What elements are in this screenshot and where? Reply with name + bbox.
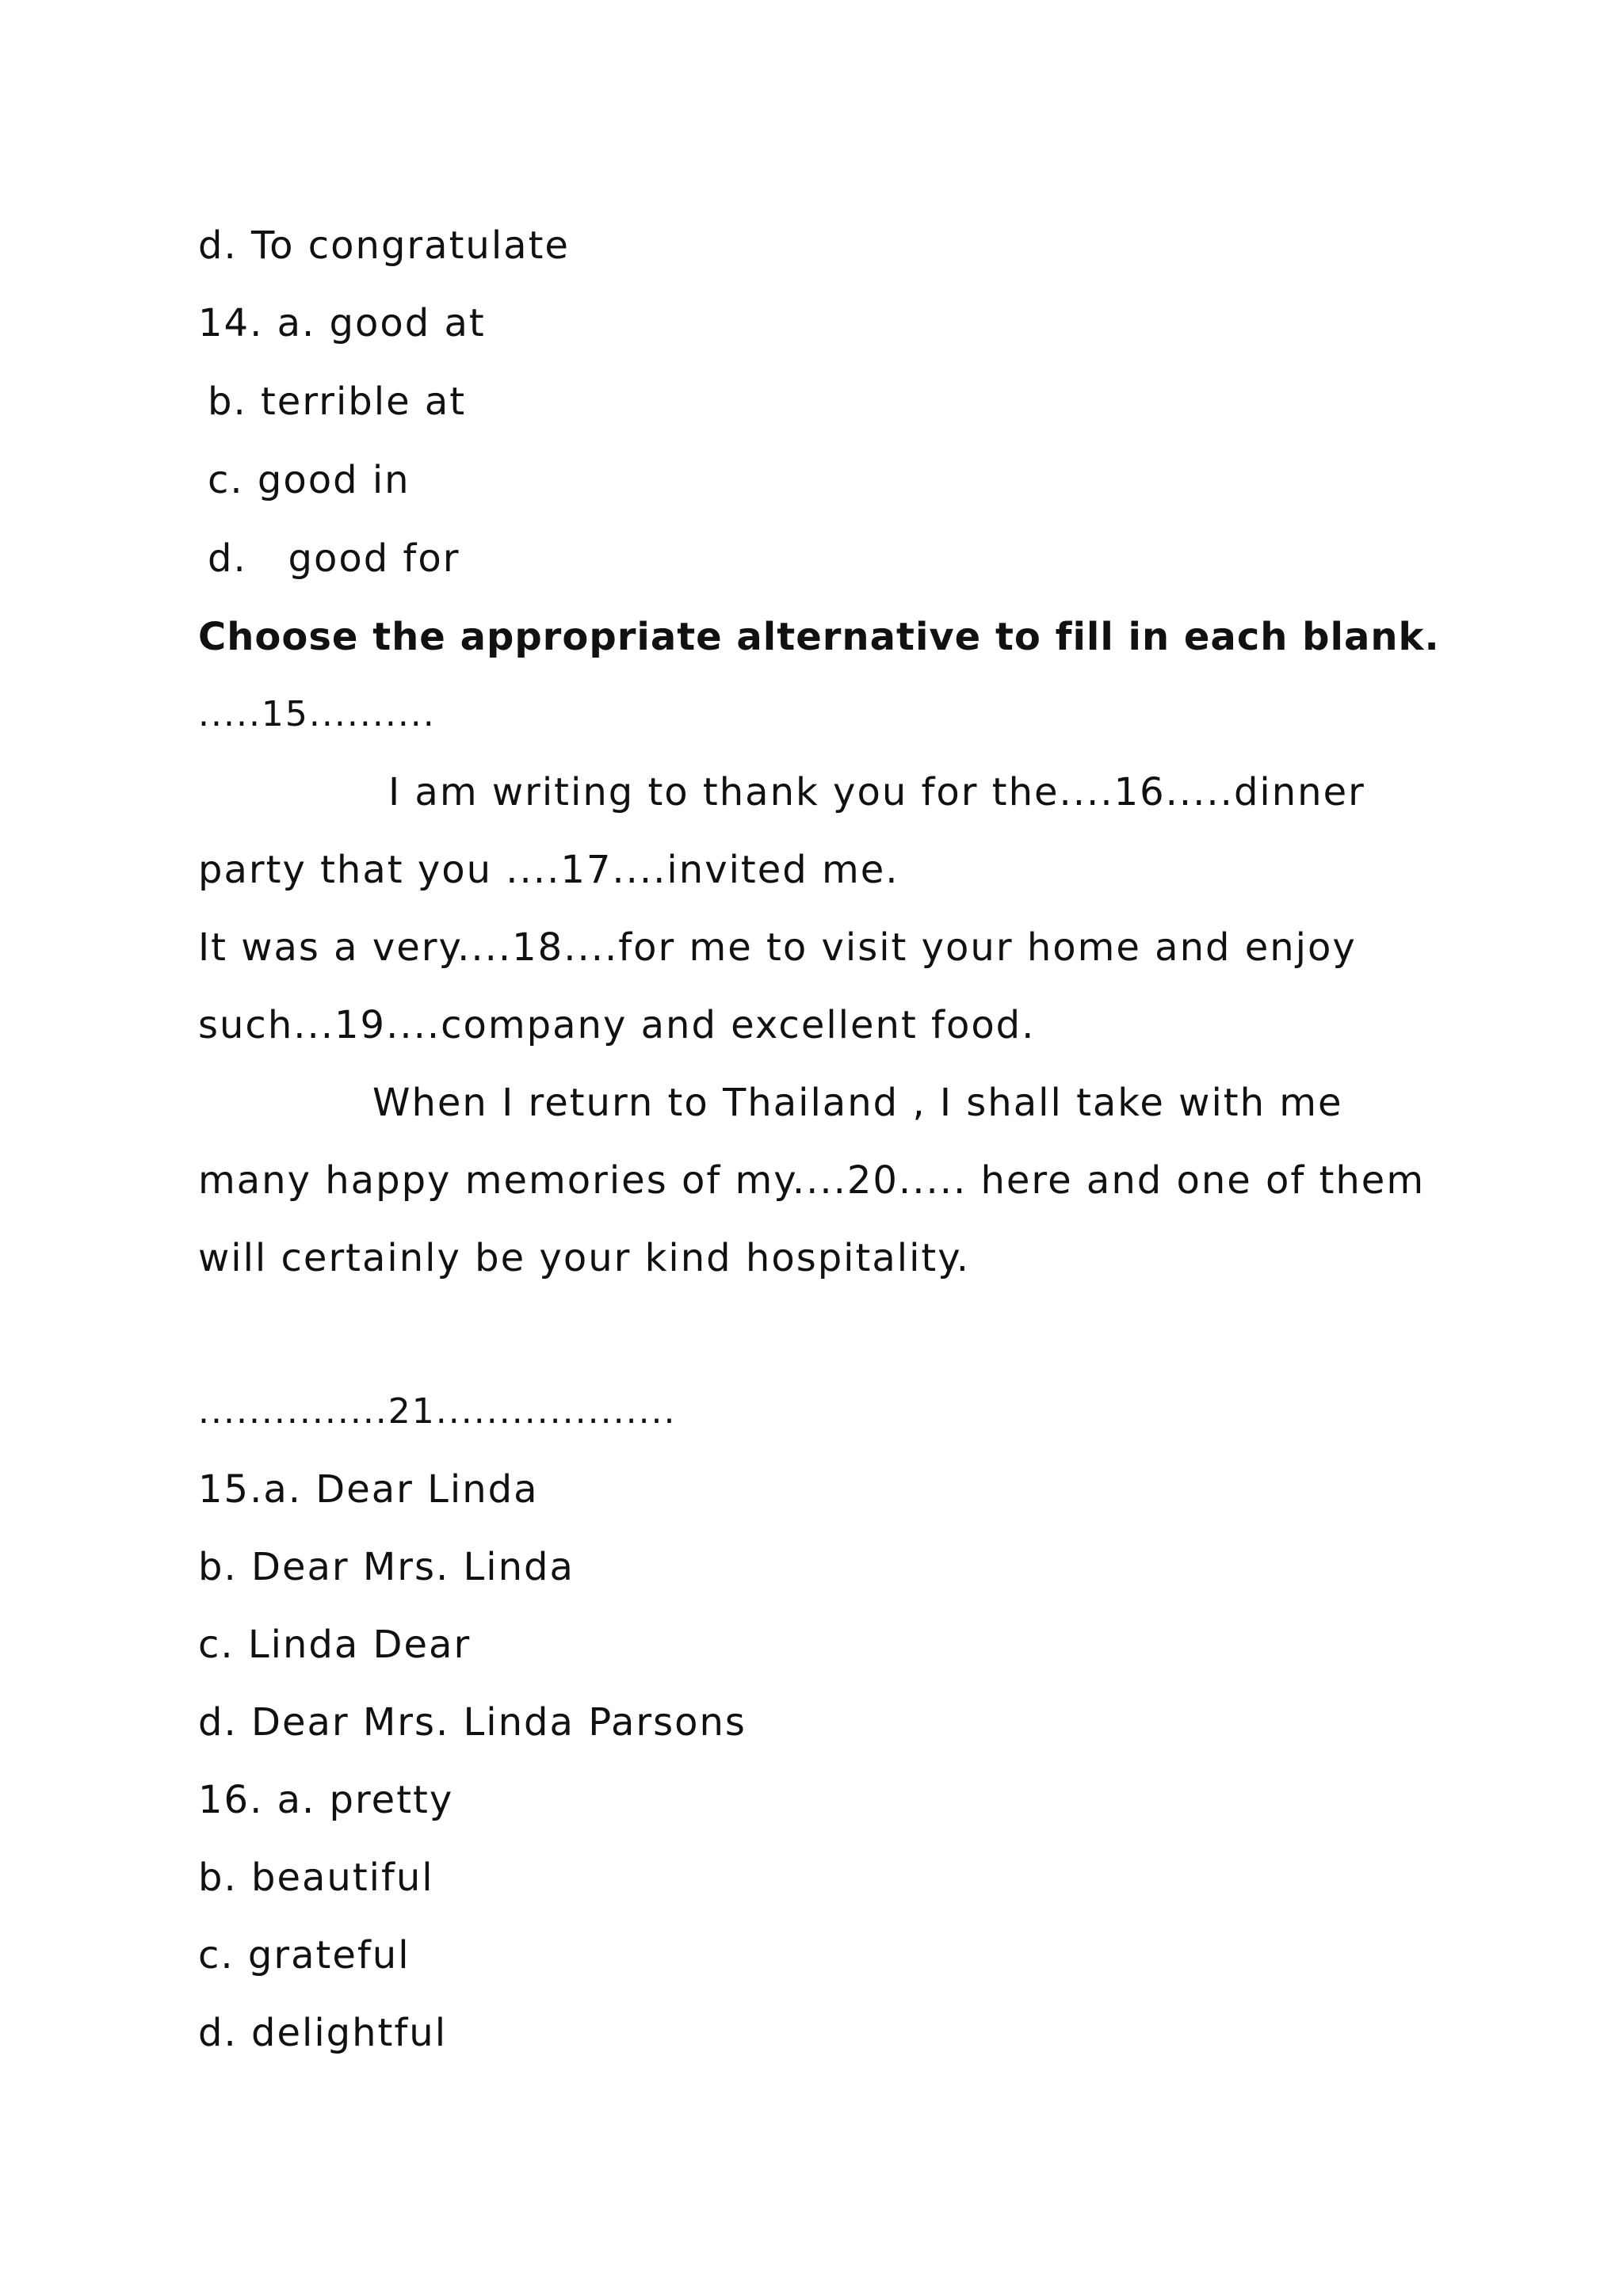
q16-option-d: d. delightful [198, 2011, 448, 2055]
instruction-heading: Choose the appropriate alternative to fill in each blank. [198, 615, 1440, 659]
letter-para2-line1: When I return to Thailand , I shall take with me [372, 1081, 1343, 1125]
letter-para2-line2: many happy memories of my....20..... here and one of them [198, 1158, 1426, 1203]
letter-para1-line4: such...19....company and excellent food. [198, 1003, 1036, 1047]
letter-para2-line3: will certainly be your kind hospitality. [198, 1236, 971, 1280]
q15-option-a: 15.a. Dear Linda [198, 1467, 539, 1512]
q14-option-d: d. good for [208, 536, 460, 581]
q14-option-b: b. terrible at [208, 379, 467, 424]
q13-option-d: d. To congratulate [198, 223, 570, 268]
letter-closing-blank: ...............21................... [198, 1391, 677, 1432]
q14-option-c: c. good in [208, 458, 411, 502]
q15-option-c: c. Linda Dear [198, 1623, 472, 1667]
q15-option-b: b. Dear Mrs. Linda [198, 1545, 575, 1589]
q15-option-d: d. Dear Mrs. Linda Parsons [198, 1700, 747, 1745]
q16-option-b: b. beautiful [198, 1855, 434, 1900]
letter-para1-line1: I am writing to thank you for the....16.....dinner [388, 770, 1365, 814]
q16-option-c: c. grateful [198, 1933, 411, 1978]
letter-salutation-blank: .....15.......... [198, 694, 436, 734]
q16-option-a: 16. a. pretty [198, 1778, 454, 1822]
letter-para1-line2: party that you ....17....invited me. [198, 848, 899, 892]
letter-para1-line3: It was a very....18....for me to visit your home and enjoy [198, 925, 1357, 970]
q14-option-a: 14. a. good at [198, 301, 486, 345]
